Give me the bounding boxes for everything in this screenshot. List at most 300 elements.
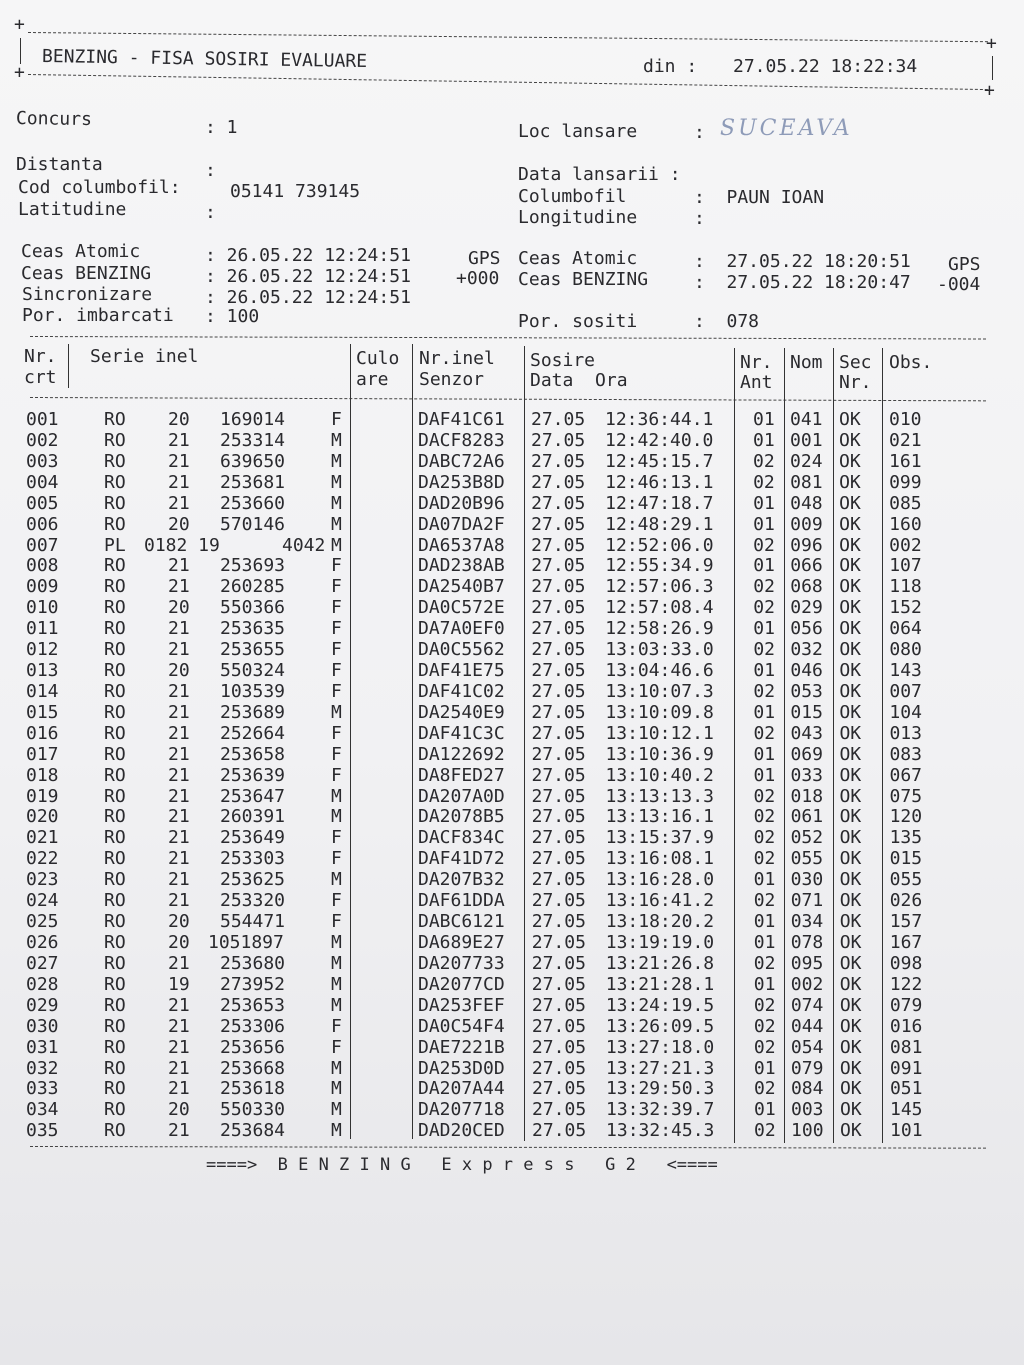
cell-antenna: 02	[753, 639, 776, 661]
concurs-label: Concurs	[15, 108, 92, 131]
header-separator	[30, 397, 986, 401]
cell-nr: 022	[26, 848, 59, 870]
cell-nr: 024	[26, 890, 59, 912]
cell-sensor: DAE7221B	[418, 1036, 505, 1058]
cell-time: 12:55:34.9	[605, 555, 714, 577]
cell-year: 21	[168, 890, 190, 912]
cell-sec: OK	[839, 1057, 862, 1079]
cell-antenna: 01	[753, 1057, 776, 1079]
header-nr-line1: Nr.	[24, 346, 57, 367]
cell-obs: 026	[889, 890, 923, 912]
cell-year: 19	[168, 973, 190, 995]
cell-ring-number: 253656	[220, 1036, 286, 1058]
cell-sec: OK	[840, 1120, 862, 1142]
cell-sensor: DAF41D72	[418, 848, 505, 870]
cell-nr: 007	[26, 534, 59, 556]
cell-year: 21	[168, 827, 190, 849]
cell-date: 27.05	[531, 513, 586, 535]
header-sec-line2: Nr.	[839, 372, 872, 393]
cell-sex: F	[331, 890, 342, 912]
cell-year: 21	[168, 618, 190, 640]
cell-obs: 016	[889, 1015, 923, 1037]
cell-sec: OK	[839, 597, 861, 619]
cell-sensor: DA2540B7	[418, 576, 505, 598]
cell-nr: 019	[26, 785, 59, 807]
cell-time: 13:16:08.1	[605, 848, 714, 870]
cell-antenna: 01	[753, 973, 776, 995]
cell-ring-number: 570146	[220, 513, 286, 535]
table-row	[0, 911, 1024, 931]
cell-antenna: 02	[753, 534, 775, 556]
cod-columbofil-value: 05141 739145	[230, 181, 361, 202]
cell-antenna: 02	[753, 994, 776, 1016]
cell-ring-number: 253618	[220, 1078, 286, 1100]
cell-obs: 167	[889, 932, 923, 953]
cell-year: 21	[168, 680, 190, 702]
cell-time: 13:10:12.1	[605, 722, 714, 744]
table-row	[0, 639, 1024, 659]
cell-sex: F	[331, 618, 342, 640]
cell-year: 21	[168, 471, 190, 493]
cell-obs: 085	[889, 492, 922, 514]
latitudine-sep: :	[205, 202, 216, 223]
cell-sex: F	[331, 1036, 342, 1058]
cell-country: RO	[104, 932, 126, 953]
cell-time: 12:47:18.7	[605, 492, 714, 514]
cell-sec: OK	[839, 869, 862, 891]
cell-nom: 046	[790, 660, 823, 682]
cell-ring-number: 550330	[220, 1099, 286, 1121]
cell-nr: 004	[26, 471, 59, 493]
cell-nom: 009	[790, 513, 823, 535]
por-imbarcati-value: : 100	[205, 306, 260, 327]
cell-obs: 118	[889, 576, 922, 598]
cell-antenna: 02	[754, 1120, 776, 1142]
cell-obs: 152	[889, 597, 922, 619]
cell-obs: 081	[889, 1036, 923, 1058]
cell-time: 13:10:07.3	[605, 680, 714, 702]
cell-obs: 101	[890, 1120, 923, 1142]
cell-date: 27.05	[531, 429, 586, 451]
cell-sex: M	[331, 701, 342, 723]
sincronizare-label: Sincronizare	[22, 284, 153, 305]
cell-time: 12:36:44.1	[605, 409, 714, 430]
cell-sec: OK	[839, 534, 861, 556]
cell-antenna: 02	[753, 827, 776, 849]
cell-sex: F	[331, 597, 342, 619]
cell-nom: 079	[790, 1057, 824, 1079]
cell-sex: F	[331, 639, 342, 661]
cell-nom: 041	[790, 409, 823, 430]
cell-date: 27.05	[531, 827, 586, 849]
cell-nom: 054	[790, 1036, 824, 1058]
cell-sec: OK	[839, 952, 862, 974]
cell-year: 21	[168, 1036, 190, 1058]
cell-ring-number: 253681	[220, 471, 286, 493]
cell-nr: 012	[26, 639, 59, 661]
cell-sex: F	[331, 680, 342, 702]
cell-ring-number: 253668	[220, 1057, 286, 1079]
cell-time: 13:16:28.0	[605, 869, 715, 891]
cell-sex: M	[331, 1099, 342, 1121]
cell-sec: OK	[839, 785, 862, 807]
cell-time: 13:21:28.1	[605, 973, 715, 995]
cell-sex: M	[331, 932, 342, 953]
cell-antenna: 01	[753, 660, 776, 682]
cell-nr: 017	[26, 743, 59, 765]
cell-country: RO	[104, 701, 126, 723]
cell-nom: 071	[790, 890, 824, 912]
cell-date: 27.05	[531, 492, 586, 514]
loc-lansare-label: Loc lansare	[518, 121, 638, 142]
cell-antenna: 01	[753, 492, 775, 514]
cell-sec: OK	[839, 429, 861, 451]
cell-country: RO	[104, 450, 126, 472]
cell-year: 21	[168, 576, 190, 598]
left-atomic-suffix: GPS	[468, 248, 501, 269]
cell-country: RO	[104, 827, 126, 849]
cell-sensor: DA2540E9	[418, 701, 505, 723]
cell-obs: 079	[889, 994, 923, 1016]
cell-sex: F	[331, 1015, 342, 1037]
cell-nr: 026	[26, 932, 59, 953]
cell-obs: 107	[889, 555, 922, 577]
table-row	[0, 1120, 1024, 1140]
cell-year: 21	[168, 952, 190, 974]
cell-year: 21	[168, 450, 190, 472]
cell-sec: OK	[839, 1078, 862, 1100]
cell-sec: OK	[839, 639, 862, 661]
table-row	[0, 1016, 1024, 1036]
cell-sensor: DA253B8D	[418, 471, 505, 493]
table-row	[0, 744, 1024, 764]
cell-sex: M	[331, 952, 342, 974]
header-ant-line2: Ant	[740, 372, 773, 393]
cell-country: RO	[104, 1099, 126, 1121]
cell-date: 27.05	[532, 1120, 587, 1142]
cell-date: 27.05	[531, 911, 586, 933]
cell-time: 13:27:18.0	[605, 1036, 715, 1058]
cell-country: RO	[104, 806, 126, 828]
cell-country: RO	[104, 680, 126, 702]
cell-sensor: DAD238AB	[418, 555, 505, 577]
cell-date: 27.05	[531, 639, 586, 661]
cell-date: 27.05	[531, 576, 586, 598]
cell-nr: 008	[26, 555, 59, 577]
cell-antenna: 01	[753, 764, 776, 786]
cell-time: 13:18:20.2	[605, 911, 715, 933]
cell-date: 27.05	[531, 848, 586, 870]
cell-sensor: DA6537A8	[418, 534, 505, 556]
cell-ring-number: 253303	[220, 848, 286, 870]
cell-year: 21	[168, 639, 190, 661]
cell-nom: 001	[790, 429, 823, 451]
cell-date: 27.05	[531, 1036, 587, 1058]
cell-date: 27.05	[531, 660, 586, 682]
cell-time: 13:16:41.2	[605, 890, 715, 912]
cell-obs: 055	[889, 869, 923, 891]
cell-sec: OK	[839, 932, 862, 953]
cell-nr: 011	[26, 618, 59, 640]
cell-country: RO	[104, 973, 126, 995]
cell-country: RO	[104, 639, 126, 661]
cell-antenna: 01	[753, 409, 775, 430]
cell-ring-number: 253693	[220, 555, 286, 577]
cell-time: 13:26:09.5	[605, 1015, 715, 1037]
cell-ring-number: 253639	[220, 764, 286, 786]
cell-nom: 100	[791, 1120, 824, 1142]
cell-sec: OK	[839, 827, 862, 849]
cell-antenna: 02	[753, 471, 775, 493]
col-sep-nr	[68, 344, 69, 388]
cell-sensor: DAF41E75	[418, 660, 505, 682]
cell-nom: 068	[790, 576, 823, 598]
cell-obs: 080	[889, 639, 922, 661]
cell-nom: 069	[790, 743, 823, 765]
cell-antenna: 02	[753, 1036, 776, 1058]
cell-nr: 018	[26, 764, 59, 786]
cell-sensor: DA207B32	[418, 869, 505, 891]
table-row	[0, 1037, 1024, 1057]
cell-nom: 002	[790, 973, 824, 995]
cell-date: 27.05	[531, 994, 587, 1016]
cell-country: RO	[104, 1057, 126, 1079]
cell-date: 27.05	[531, 932, 586, 953]
cell-sensor: DA2078B5	[418, 806, 505, 828]
cell-year: 20	[168, 1099, 190, 1121]
cell-time: 13:27:21.3	[605, 1057, 715, 1079]
cell-ring-number: 554471	[220, 911, 286, 933]
cell-sec: OK	[839, 680, 862, 702]
table-row	[0, 806, 1024, 826]
cell-sex: F	[331, 827, 342, 849]
cell-time: 13:04:46.6	[605, 660, 714, 682]
cell-sensor: DA207718	[418, 1099, 505, 1121]
table-row	[0, 890, 1024, 910]
cell-antenna: 02	[753, 1078, 776, 1100]
cell-date: 27.05	[531, 1015, 587, 1037]
cell-sec: OK	[839, 994, 862, 1016]
table-row	[0, 597, 1024, 617]
cell-country: RO	[104, 994, 126, 1016]
right-benzing-suffix: -004	[937, 274, 981, 295]
cell-sec: OK	[839, 848, 862, 870]
cell-antenna: 01	[753, 743, 776, 765]
cell-sensor: DA253D0D	[418, 1057, 505, 1079]
right-atomic-label: Ceas Atomic	[518, 248, 638, 269]
cell-obs: 143	[889, 660, 922, 682]
cell-nom: 018	[790, 785, 824, 807]
header-culoare-line2: are	[356, 369, 389, 390]
cell-year: 21	[168, 869, 190, 891]
cell-obs: 098	[889, 952, 923, 974]
left-benzing-suffix: +000	[456, 268, 500, 289]
cell-antenna: 01	[753, 701, 776, 723]
cell-nom: 066	[790, 555, 823, 577]
cell-ring-number: 253320	[220, 890, 286, 912]
cell-ring-number: 169014	[220, 409, 286, 430]
cell-sec: OK	[839, 722, 862, 744]
cell-nom: 053	[790, 680, 823, 702]
table-row	[0, 576, 1024, 596]
cell-date: 27.05	[531, 555, 586, 577]
cell-nr: 009	[26, 576, 59, 598]
corner-plus-top-left: +	[14, 14, 25, 35]
table-row	[0, 493, 1024, 513]
cell-obs: 145	[889, 1099, 923, 1121]
cell-ring-number: 550366	[220, 597, 286, 619]
cell-country: RO	[104, 952, 126, 974]
cell-ring-number: 253689	[220, 701, 286, 723]
corner-plus-top-right: +	[986, 33, 997, 54]
cell-date: 27.05	[531, 1078, 587, 1100]
cell-ring-number: 253625	[220, 869, 286, 891]
cell-date: 27.05	[531, 618, 586, 640]
cell-country: RO	[104, 1120, 126, 1142]
cell-time: 12:57:08.4	[605, 597, 714, 619]
cell-sensor: DA0C5562	[418, 639, 505, 661]
cell-sex: M	[331, 973, 342, 995]
header-nrinel-line1: Nr.inel	[419, 348, 495, 369]
cell-time: 13:10:40.2	[605, 764, 714, 786]
cell-antenna: 01	[753, 513, 775, 535]
cell-ring-number: 273952	[220, 973, 286, 995]
cell-sex: M	[331, 429, 342, 451]
cell-sensor: DAD20B96	[418, 492, 505, 514]
cell-obs: 007	[889, 680, 922, 702]
cell-nr: 002	[26, 429, 59, 451]
cell-antenna: 01	[753, 1099, 776, 1121]
distanta-label: Distanta	[16, 154, 103, 175]
cell-date: 27.05	[531, 450, 586, 472]
cell-sec: OK	[839, 492, 861, 514]
cell-sensor: DA8FED27	[418, 764, 505, 786]
cell-sensor: DAF61DDA	[418, 890, 505, 912]
cell-nom: 055	[790, 848, 824, 870]
cell-nom: 043	[790, 722, 823, 744]
table-row	[0, 974, 1024, 994]
cell-nr: 006	[26, 513, 59, 535]
cell-obs: 099	[889, 471, 922, 493]
cell-sensor: DA0C572E	[418, 597, 505, 619]
cell-antenna: 01	[753, 932, 776, 953]
cell-ring-number: 253653	[220, 994, 286, 1016]
cell-obs: 051	[889, 1078, 923, 1100]
cell-sex: M	[331, 1078, 342, 1100]
cell-sensor: DA689E27	[418, 932, 505, 953]
cell-obs: 104	[889, 701, 922, 723]
cell-year: 21	[168, 1078, 190, 1100]
cell-ring-number: 252664	[220, 722, 286, 744]
cell-sex: M	[331, 492, 342, 514]
cell-date: 27.05	[531, 890, 586, 912]
header-sosire-line2: Data Ora	[530, 370, 628, 391]
cell-obs: 002	[889, 534, 922, 556]
cell-year: 20	[168, 660, 190, 682]
cell-time: 12:45:15.7	[605, 450, 714, 472]
cell-sensor: DA7A0EF0	[418, 618, 505, 640]
cell-nom: 074	[790, 994, 824, 1016]
longitudine-label: Longitudine	[518, 207, 638, 228]
cell-date: 27.05	[531, 952, 586, 974]
cell-antenna: 02	[753, 952, 776, 974]
table-row	[0, 723, 1024, 743]
por-sositi-label: Por. sositi	[518, 311, 638, 332]
cell-sex: F	[331, 722, 342, 744]
cell-country: RO	[104, 722, 126, 744]
cell-antenna: 02	[753, 680, 776, 702]
table-row	[0, 451, 1024, 471]
report-title: BENZING - FISA SOSIRI EVALUARE	[41, 46, 368, 73]
cell-date: 27.05	[531, 973, 586, 995]
cell-ring-number: 550324	[220, 660, 286, 682]
cell-country: RO	[104, 555, 126, 577]
right-atomic-suffix: GPS	[948, 254, 981, 275]
cell-sensor: DAF41C61	[418, 409, 505, 430]
cell-sec: OK	[839, 513, 861, 535]
cell-nr: 030	[26, 1015, 59, 1037]
cell-date: 27.05	[531, 806, 586, 828]
header-nrinel-line2: Senzor	[419, 369, 485, 390]
columbofil-value: : PAUN IOAN	[694, 187, 825, 208]
cell-year: 21	[168, 785, 190, 807]
cell-time: 13:10:36.9	[605, 743, 714, 765]
cell-country: RO	[104, 492, 126, 514]
cell-year: 21	[168, 994, 190, 1016]
cell-time: 13:15:37.9	[605, 827, 714, 849]
cell-sensor: DAF41C02	[418, 680, 505, 702]
cell-sec: OK	[839, 911, 862, 933]
cell-nom: 003	[790, 1099, 824, 1121]
cell-obs: 161	[889, 450, 922, 472]
corner-plus-bottom-left: +	[14, 62, 25, 83]
cell-ring-number: 253658	[220, 743, 286, 765]
cell-antenna: 01	[753, 555, 775, 577]
cell-sensor: DA2077CD	[418, 973, 505, 995]
cell-year: 20	[168, 409, 190, 430]
cell-year: 20	[168, 911, 190, 933]
cell-nom: 095	[790, 952, 824, 974]
cell-antenna: 02	[753, 1015, 776, 1037]
header-sec-line1: Sec	[839, 352, 872, 373]
table-row	[0, 618, 1024, 638]
cell-antenna: 02	[753, 450, 775, 472]
cell-sensor: DA0C54F4	[418, 1015, 505, 1037]
left-atomic-label: Ceas Atomic	[21, 241, 141, 262]
cell-nom: 033	[790, 764, 824, 786]
cell-time: 13:13:13.3	[605, 785, 714, 807]
cell-date: 27.05	[531, 1057, 587, 1079]
cell-nom: 056	[790, 618, 823, 640]
table-row	[0, 430, 1024, 450]
cell-year: 21	[168, 764, 190, 786]
cell-obs: 064	[889, 618, 922, 640]
cell-date: 27.05	[531, 869, 586, 891]
cell-country: RO	[104, 1078, 126, 1100]
cell-sensor: DABC6121	[418, 911, 505, 933]
cell-sec: OK	[839, 764, 862, 786]
cell-sensor: DA207A44	[418, 1078, 505, 1100]
header-ant-line1: Nr.	[740, 352, 773, 373]
cell-nom: 030	[790, 869, 824, 891]
cell-sex: M	[331, 869, 342, 891]
cell-antenna: 01	[753, 911, 776, 933]
cell-country: RO	[104, 576, 126, 598]
cell-nr: 005	[26, 492, 59, 514]
cell-time: 13:03:33.0	[605, 639, 714, 661]
cell-nom: 034	[790, 911, 824, 933]
cell-sex: F	[331, 409, 342, 430]
